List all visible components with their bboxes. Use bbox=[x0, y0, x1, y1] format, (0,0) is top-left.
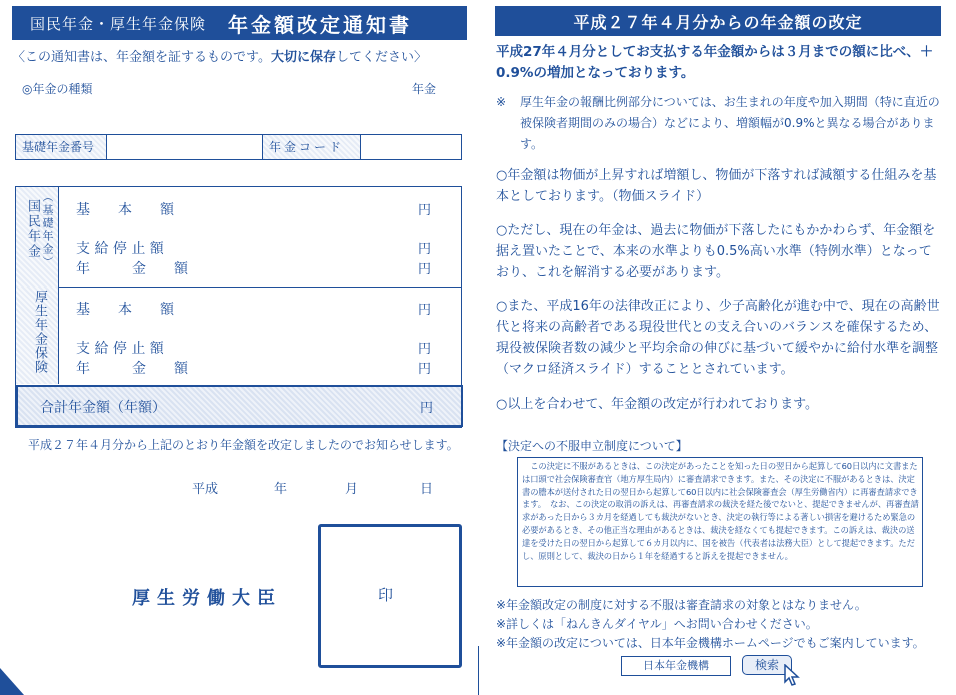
welfare-basic-label: 基 本 額 bbox=[76, 302, 174, 318]
notice-header bbox=[12, 6, 467, 40]
revision-header: 平成２７年４月分からの年金額の改定 bbox=[495, 6, 941, 36]
revision-notice: 平成２７年４月分から上記のとおり年金額を改定しましたのでお知らせします。 bbox=[28, 438, 459, 452]
welfare-basic-yen: 円 bbox=[418, 303, 432, 318]
pension-kind-label: ◎年金の種類 bbox=[22, 82, 93, 96]
bullet-summary: ○以上を合わせて、年金額の改定が行われております。 bbox=[496, 397, 819, 412]
welfare-group-title: 厚生年金保険 bbox=[32, 290, 47, 374]
pointer-cursor-icon bbox=[784, 664, 802, 688]
bullet-special-level: ○ただし、現在の年金は、過去に物価が下落したにもかかわらず、年金額を据え置いたことで、本来の水準よりも0.5%高い水準（特例水準）となっており、これを解消する必要があります。 bbox=[496, 223, 936, 280]
appeal-heading: 【決定への不服申立制度について】 bbox=[496, 439, 688, 453]
minister-name: 厚生労働大臣 bbox=[132, 588, 282, 609]
total-amount-row bbox=[16, 385, 463, 427]
national-basic-yen: 円 bbox=[418, 203, 432, 218]
national-pension-yen: 円 bbox=[418, 262, 432, 277]
revision-note bbox=[496, 92, 944, 152]
notice-close: してください〉 bbox=[335, 50, 427, 65]
national-pension-label: 年 金 額 bbox=[76, 261, 188, 277]
national-basic-label: 基 本 額 bbox=[76, 202, 174, 218]
date-day: 日 bbox=[420, 482, 434, 497]
national-group-label bbox=[16, 187, 59, 287]
national-group-title: 国民年金 bbox=[25, 199, 40, 259]
basic-number-value bbox=[107, 135, 263, 159]
revision-lead: 平成27年４月分としてお支払する年金額からは３月までの額に比べ、＋0.9%の増加となっております。 bbox=[496, 44, 934, 81]
fold-line bbox=[478, 646, 479, 695]
search-button[interactable]: 検索 bbox=[742, 655, 792, 675]
pension-code-label: 年金コード bbox=[263, 135, 361, 159]
number-row bbox=[15, 134, 462, 160]
footnote-appeal: ※年金額改定の制度に対する不服は審査請求の対象とはなりません。 bbox=[496, 598, 867, 612]
welfare-suspended-yen: 円 bbox=[418, 342, 432, 357]
welfare-suspended-label: 支 給 停 止 額 bbox=[76, 341, 164, 357]
org-name-box: 日本年金機構 bbox=[621, 656, 731, 676]
welfare-group-label bbox=[16, 287, 59, 384]
national-suspended-yen: 円 bbox=[418, 242, 432, 257]
total-amount-yen: 円 bbox=[420, 401, 434, 416]
national-pension-group bbox=[16, 187, 461, 288]
footnote-dial: ※詳しくは「ねんきんダイヤル」へお問い合わせください。 bbox=[496, 617, 818, 631]
header-subtitle: 国民年金・厚生年金保険 bbox=[30, 14, 207, 33]
bullet-price-slide: ○年金額は物価が上昇すれば増額し、物価が下落すれば減額する仕組みを基本としております。（物価スライド） bbox=[496, 168, 937, 204]
note-mark: ※ bbox=[496, 95, 507, 109]
footnote-homepage: ※年金額の改定については、日本年金機構ホームページでもご案内しています。 bbox=[496, 636, 925, 650]
welfare-pension-group bbox=[16, 287, 461, 384]
note-text: 厚生年金の報酬比例部分については、お生まれの年度や加入期間（特に直近の被保険者期間のみの場合）などにより、増額幅が0.9%と異なる場合があります。 bbox=[520, 95, 940, 151]
pension-code-value bbox=[361, 135, 456, 159]
total-amount-label: 合計年金額（年額） bbox=[40, 400, 166, 416]
date-month: 月 bbox=[345, 482, 359, 497]
pension-kind-value: 年金 bbox=[412, 82, 437, 96]
document-title: 年金額改定通知書 bbox=[228, 12, 413, 37]
preserve-notice bbox=[12, 46, 467, 65]
amount-table bbox=[15, 186, 462, 428]
welfare-pension-label: 年 金 額 bbox=[76, 361, 188, 377]
appeal-body: この決定に不服があるときは、この決定があったことを知った日の翌日から起算して60日以内に文書または口頭で社会保険審査官（地方厚生局内）に審査請求できます。また、その決定に不服があるときは、決定書の謄本が送付された日の翌日から起算して60日以内に社会保険審査会（厚生労働省内）に再審査請求できます。 なお、この決定の取消の訴えは、再審査請求の裁決を経た後でないと、提起できませんが、再審査請求があった日から３カ月を経過しても裁決がないとき、決定の執行等による著しい損害を避けるため緊急の必要があるとき、その他正当な理由があるときは、裁決を経なくても提起できます。この訴えは、裁決の送達を受けた日の翌日から起算して６カ月以内に、国を被告（代表者は法務大臣）として提起できます。ただし、原則として、裁決の日から１年を経過すると訴えを提起できません。 bbox=[522, 461, 919, 561]
seal-mark: 印 bbox=[378, 586, 394, 604]
national-group-sub: （基礎年金） bbox=[41, 191, 54, 269]
notice-bold: 大切に保存 bbox=[270, 50, 336, 65]
bullet-macro-slide: ○また、平成16年の法律改正により、少子高齢化が進む中で、現在の高齢世代と将来の高齢者である現役世代との支え合いのバランスを確保するため、現役被保険者数の減少と平均余命の伸びに基づいて緩やかに給付水準を調整（マクロ経済スライド）することとされています。 bbox=[496, 299, 940, 377]
basic-number-label: 基礎年金番号 bbox=[16, 135, 107, 159]
welfare-pension-yen: 円 bbox=[418, 362, 432, 377]
corner-mark bbox=[0, 668, 24, 695]
date-era: 平成 bbox=[192, 482, 219, 497]
national-suspended-label: 支 給 停 止 額 bbox=[76, 241, 164, 257]
date-year: 年 bbox=[274, 482, 288, 497]
notice-open: 〈この通知書は、年金額を証するものです。 bbox=[12, 50, 271, 65]
